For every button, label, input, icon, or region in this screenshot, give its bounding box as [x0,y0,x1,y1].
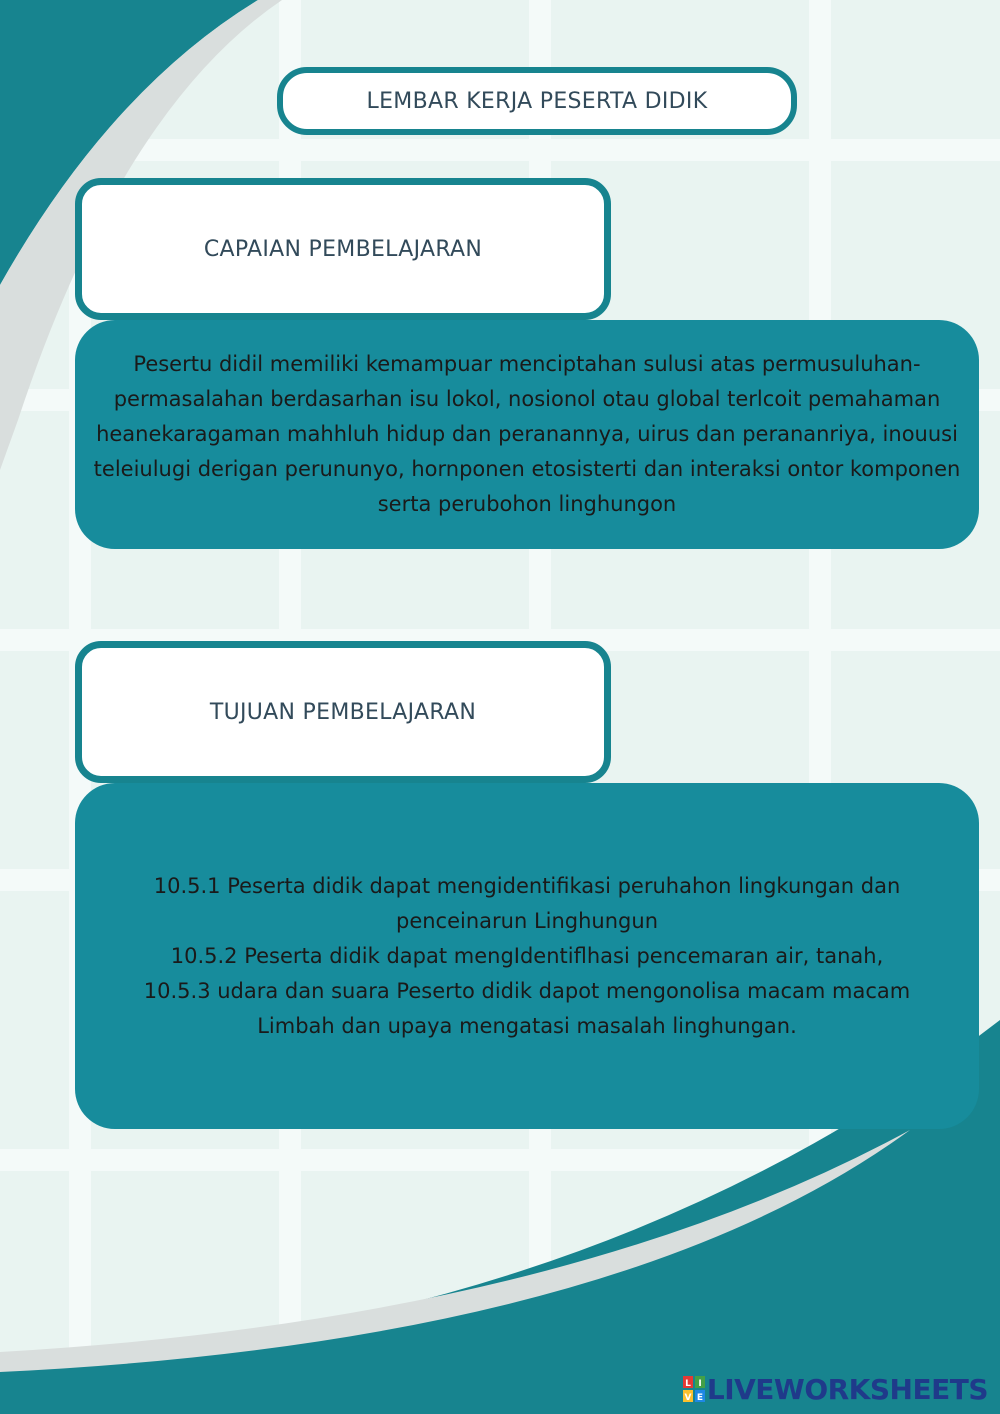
logo-letter: L [685,1379,691,1389]
capaian-heading-text: CAPAIAN PEMBELAJARAN [203,236,483,262]
page-title-text: LEMBAR KERJA PESERTA DIDIK [366,88,708,114]
capaian-content [75,320,979,549]
liveworksheets-brand: LIVEWORKSHEETS [706,1372,988,1406]
tujuan-item: 10.5.3 udara dan suara Peserto didik dapot mengonolisa macam macam Limbah dan upaya mengatasi masalah linghungan. [143,978,911,1038]
tujuan-list [105,869,949,1044]
page-title [277,67,797,135]
logo-letter: I [698,1379,702,1389]
tujuan-heading [75,641,611,783]
tujuan-heading-text: TUJUAN PEMBELAJARAN [209,699,477,725]
capaian-text: Pesertu didil memiliki kemampuar menciptahan sulusi atas permusuluhan-permasalahan berdasarhan isu lokol, nosionol otau global terlcoit pemahaman heanekaragaman mahhluh hidup dan peranannya, uirus dan perananriya, inouusi teleiulugi derigan perununyo, hornponen etosisterti dan interaksi ontor komponen serta perubohon linghungon [93,352,961,516]
capaian-heading [75,178,611,320]
tujuan-item: 10.5.1 Peserta didik dapat mengidentifikasi peruhahon lingkungan dan penceinarun Linghungun [153,873,901,933]
tujuan-item: 10.5.2 Peserta didik dapat mengIdentiflhasi pencemaran air, tanah, [170,943,884,968]
tujuan-content [75,783,979,1129]
liveworksheets-logo [683,1372,988,1406]
logo-letter: V [684,1393,692,1402]
logo-letter: E [696,1393,703,1402]
liveworksheets-logo-icon [683,1376,705,1402]
